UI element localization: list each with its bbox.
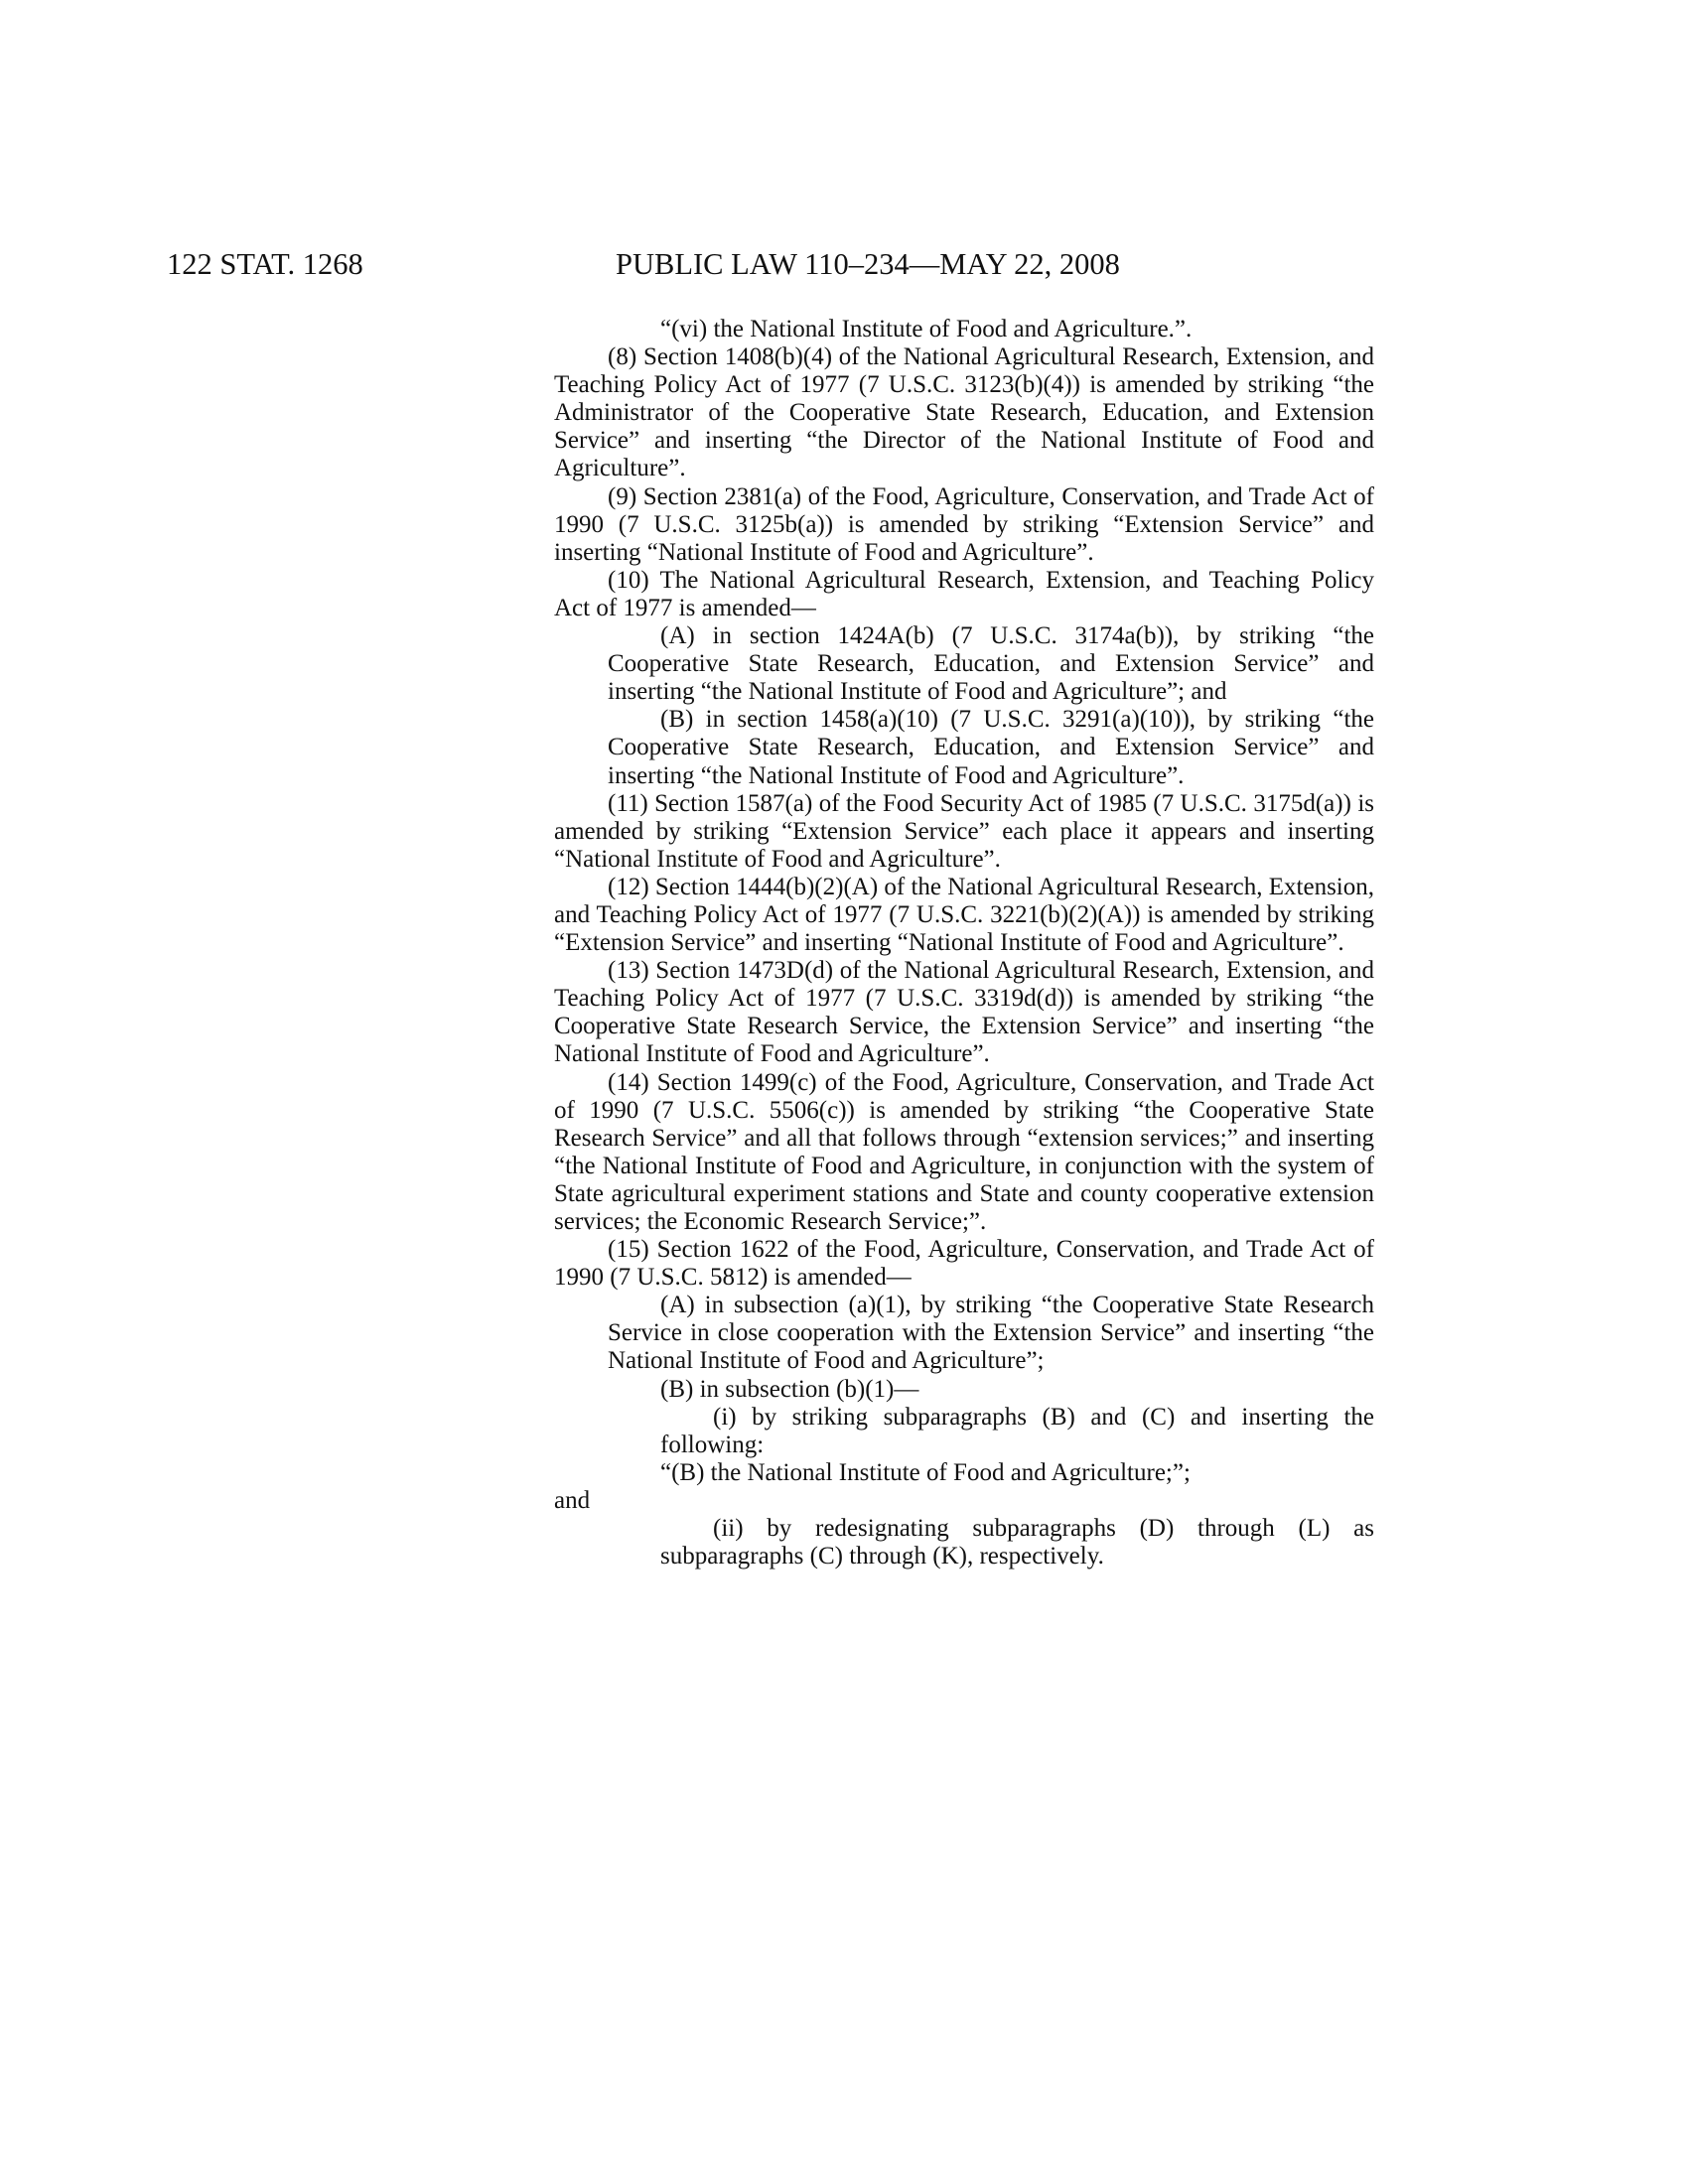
paragraph-15-a: (A) in subsection (a)(1), by striking “the Cooperative State Research Service in close cooperation with the Extension Service” and inserting “the National Institute of Food and Agriculture”;: [608, 1292, 1374, 1375]
paragraph-15-b-ii: (ii) by redesignating subparagraphs (D) through (L) as subparagraphs (C) through (K), respectively.: [660, 1515, 1374, 1570]
conjunction-and: and: [554, 1486, 591, 1514]
paragraph-14: (14) Section 1499(c) of the Food, Agriculture, Conservation, and Trade Act of 1990 (7 U.S.C. 5506(c)) is amended by striking “the Cooperative State Research Service” and all that follows through “extension services;” and inserting “the National Institute of Food and Agriculture, in conjunction with the system of State agricultural experiment stations and State and county cooperative extension services; the Economic Research Service;”.: [554, 1068, 1374, 1235]
inserted-text-b: “(B) the National Institute of Food and Agriculture;”;: [660, 1458, 1191, 1486]
paragraph-12: (12) Section 1444(b)(2)(A) of the National Agricultural Research, Extension, and Teaching Policy Act of 1977 (7 U.S.C. 3221(b)(2)(A)) is amended by striking “Extension Service” and inserting “National Institute of Food and Agriculture”.: [554, 873, 1374, 957]
paragraph-10-a: (A) in section 1424A(b) (7 U.S.C. 3174a(b)), by striking “the Cooperative State Research, Education, and Extension Service” and inserting “the National Institute of Food and Agriculture”; and: [608, 622, 1374, 706]
paragraph-9: (9) Section 2381(a) of the Food, Agriculture, Conservation, and Trade Act of 1990 (7 U.S.C. 3125b(a)) is amended by striking “Extension Service” and inserting “National Institute of Food and Agriculture”.: [554, 482, 1374, 566]
paragraph-vi: “(vi) the National Institute of Food and Agriculture.”.: [660, 316, 1193, 342]
document-body: [554, 316, 1374, 1570]
paragraph-15-b: (B) in subsection (b)(1)—: [660, 1375, 919, 1403]
paragraph-11: (11) Section 1587(a) of the Food Security Act of 1985 (7 U.S.C. 3175d(a)) is amended by striking “Extension Service” each place it appears and inserting “National Institute of Food and Agriculture”.: [554, 789, 1374, 873]
paragraph-15-b-i: (i) by striking subparagraphs (B) and (C) and inserting the following:: [660, 1403, 1374, 1458]
paragraph-13: (13) Section 1473D(d) of the National Agricultural Research, Extension, and Teaching Policy Act of 1977 (7 U.S.C. 3319d(d)) is amended by striking “the Cooperative State Research Service, the Extension Service” and inserting “the National Institute of Food and Agriculture”.: [554, 957, 1374, 1068]
page-header: [167, 244, 1378, 284]
public-law-title: PUBLIC LAW 110–234—MAY 22, 2008: [616, 247, 1120, 281]
paragraph-10: (10) The National Agricultural Research, Extension, and Teaching Policy Act of 1977 is amended—: [554, 566, 1374, 621]
paragraph-10-b: (B) in section 1458(a)(10) (7 U.S.C. 3291(a)(10)), by striking “the Cooperative State Research, Education, and Extension Service” and inserting “the National Institute of Food and Agriculture”.: [608, 706, 1374, 789]
statute-page-number: 122 STAT. 1268: [167, 247, 363, 281]
paragraph-8: (8) Section 1408(b)(4) of the National Agricultural Research, Extension, and Teaching Policy Act of 1977 (7 U.S.C. 3123(b)(4)) is amended by striking “the Administrator of the Cooperative State Research, Education, and Extension Service” and inserting “the Director of the National Institute of Food and Agriculture”.: [554, 343, 1374, 482]
paragraph-15: (15) Section 1622 of the Food, Agriculture, Conservation, and Trade Act of 1990 (7 U.S.C. 5812) is amended—: [554, 1236, 1374, 1292]
